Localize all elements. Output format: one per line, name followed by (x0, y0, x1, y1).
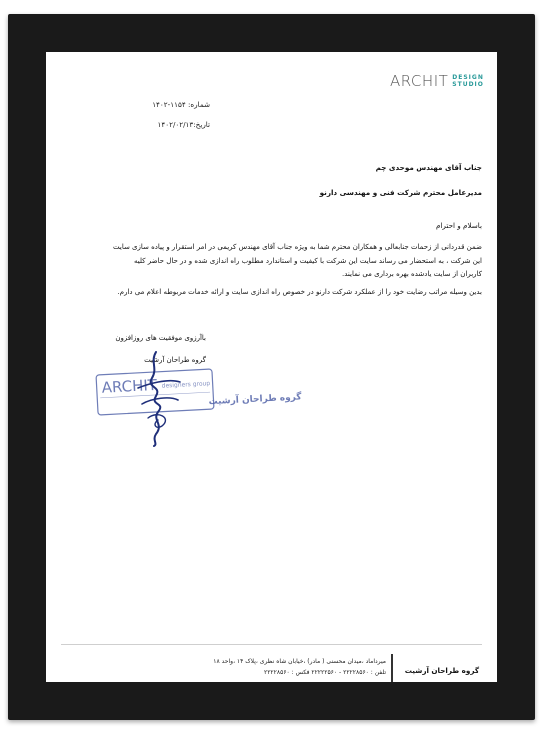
picture-frame (8, 14, 535, 720)
letter-paper (46, 52, 497, 682)
logo-sub-line2: STUDIO (452, 81, 484, 88)
recipient-name: جناب آقای مهندس موحدی چم (375, 163, 482, 172)
signature (128, 348, 188, 448)
footer-separator (61, 644, 482, 645)
logo-subtitle (452, 74, 484, 88)
recipient-title: مدیرعامل محترم شرکت فنی و مهندسی دارنو (319, 188, 482, 197)
closing-sender: گروه طراحان آرشیت (144, 356, 206, 364)
body-paragraph-2: بدین وسیله مراتب رضایت خود را از عملکرد شرکت دارنو در خصوص راه اندازی سایت و ارائه خدمات مربوطه اعلام می دارم. (117, 287, 482, 296)
logo-sub-line1: DESIGN (452, 74, 484, 81)
letter-date: تاریخ:۱۴۰۲/۰۲/۱۳ (157, 120, 210, 129)
logo-wordmark: ARCHIT (390, 72, 449, 90)
footer-address: میرداماد ،میدان محسنی ( مادر) ،خیابان شاه نظری ،پلاک ۱۴ ،واحد ۱۸ (213, 658, 386, 665)
footer-divider (391, 654, 393, 682)
salutation: باسلام و احترام (435, 221, 482, 230)
stamp-persian: گروه طراحان آرشیت (208, 392, 302, 408)
letter-number: شماره: ۱۱۵۴-۱۴۰۲ (152, 100, 210, 109)
body-paragraph-1: ضمن قدردانی از زحمات جنابعالی و همکاران محترم شما به ویژه جناب آقای مهندس کریمی در امر استقرار و پیاده سازی سایت این شرکت ، به استحضار می رساند سایت این شرکت با کیفیت و استاندارد مطلوب راه اندازی شده و در حال حاضر کلیه کاربران از سایت یادشده بهره برداری می نمایند. (113, 243, 482, 278)
stamp-latin: ARCHIT (101, 375, 158, 397)
footer-company-name: گروه طراحان آرشیت (404, 666, 479, 675)
footer-contact: تلفن : ۲۲۲۲۸۵۶۰ - ۲۲۲۲۲۵۶۰ فکس : ۲۲۲۲۸۵۶۰ (263, 669, 386, 676)
company-logo (390, 72, 484, 90)
letter-body (112, 241, 482, 303)
stamp-latin-small: designers group (161, 380, 211, 390)
closing-wish: باآرزوی موفقیت های روزافزون (115, 334, 206, 342)
